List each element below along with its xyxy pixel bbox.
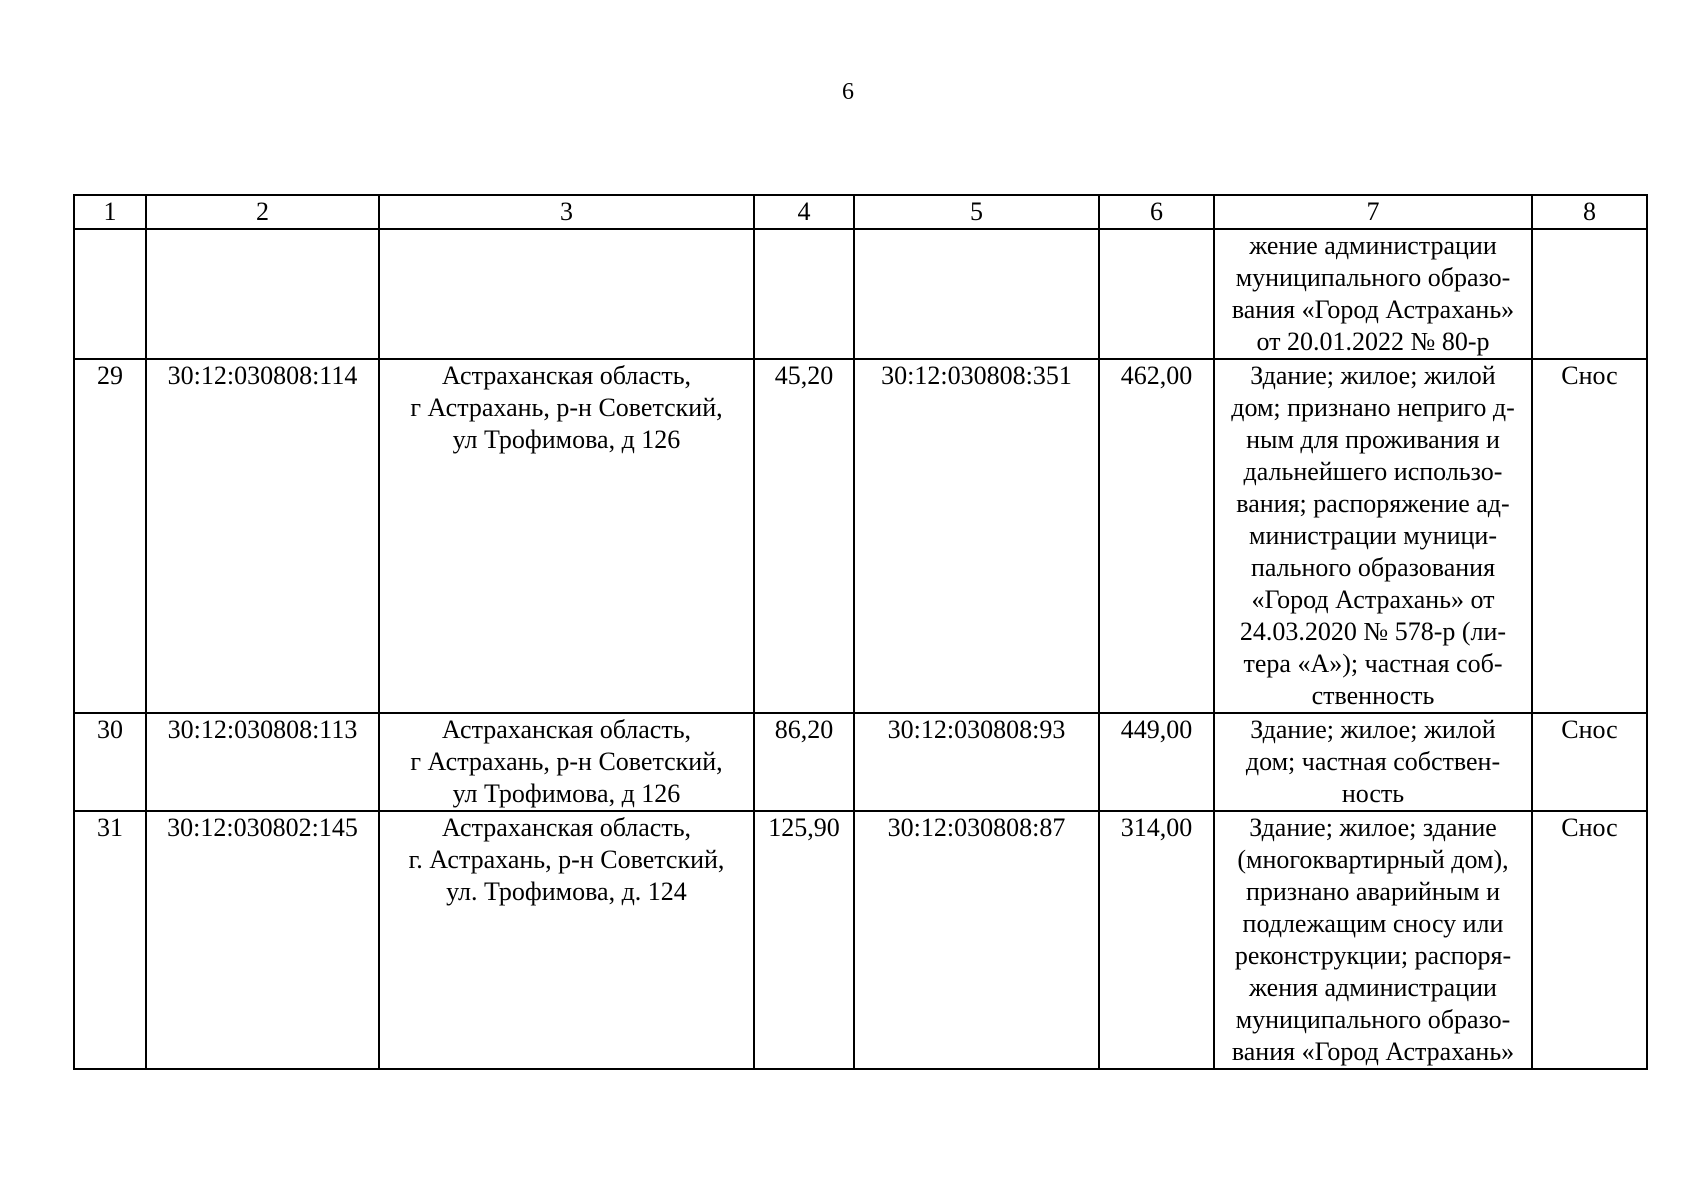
description-line: вания; распоряжение ад- [1236, 489, 1510, 518]
address-line: Астраханская область, [441, 361, 692, 390]
description-line: дальнейшего использо- [1243, 457, 1503, 486]
cell-description [1214, 811, 1532, 1069]
cell-empty [146, 229, 379, 359]
cell-cadastral-land: 30:12:030808:114 [146, 359, 379, 713]
header-col-2: 2 [146, 195, 379, 229]
cell-address [379, 359, 754, 713]
header-col-1: 1 [74, 195, 146, 229]
header-col-8: 8 [1532, 195, 1647, 229]
description-line: ственность [1311, 681, 1435, 710]
cell-area-land: 462,00 [1099, 359, 1214, 713]
header-col-4: 4 [754, 195, 854, 229]
cell-row-number: 31 [74, 811, 146, 1069]
address-line: г Астрахань, р-н Советский, [410, 747, 723, 776]
cell-area-building: 125,90 [754, 811, 854, 1069]
address-line: Астраханская область, [441, 813, 692, 842]
cell-empty [379, 229, 754, 359]
cell-action: Снос [1532, 359, 1647, 713]
description-line: ным для проживания и [1246, 425, 1500, 454]
cell-empty [1099, 229, 1214, 359]
address-line: г. Астрахань, р-н Советский, [408, 845, 725, 874]
description-line: подлежащим сносу или [1242, 909, 1504, 938]
page-number: 6 [842, 79, 854, 105]
description-line: пального образования [1250, 553, 1496, 582]
cell-cadastral-building: 30:12:030808:87 [854, 811, 1099, 1069]
description-line: Здание; жилое; жилой [1250, 361, 1496, 390]
table-row [74, 811, 1647, 1069]
description-line: «Город Астрахань» от [1251, 585, 1495, 614]
description-line: муниципального образо- [1235, 1005, 1511, 1034]
description-line: жение администрации [1249, 231, 1497, 260]
header-col-5: 5 [854, 195, 1099, 229]
description-line: от 20.01.2022 № 80-р [1256, 327, 1490, 356]
header-col-7: 7 [1214, 195, 1532, 229]
description-line: дом; частная собствен- [1245, 747, 1501, 776]
description-line: (многоквартирный дом), [1237, 845, 1509, 874]
description-line: Здание; жилое; жилой [1250, 715, 1496, 744]
description-line: реконструкции; распоря- [1234, 941, 1512, 970]
description-line: 24.03.2020 № 578-р (ли- [1239, 617, 1507, 646]
cell-row-number: 29 [74, 359, 146, 713]
description-line: вания «Город Астрахань» [1231, 1037, 1515, 1066]
cell-cadastral-building: 30:12:030808:93 [854, 713, 1099, 811]
description-line: тера «А»); частная соб- [1243, 649, 1503, 678]
description-line: дом; признано неприго д- [1231, 393, 1515, 422]
address-line: ул. Трофимова, д. 124 [446, 877, 687, 906]
description-line: признано аварийным и [1245, 877, 1501, 906]
cell-description-continuation [1214, 229, 1532, 359]
description-line: министрации муници- [1249, 521, 1497, 550]
cell-cadastral-land: 30:12:030808:113 [146, 713, 379, 811]
table-row-continuation [74, 229, 1647, 359]
cell-empty [854, 229, 1099, 359]
description-line: ность [1341, 779, 1405, 808]
cell-area-land: 314,00 [1099, 811, 1214, 1069]
address-line: ул Трофимова, д 126 [452, 425, 681, 454]
cell-description [1214, 713, 1532, 811]
address-line: ул Трофимова, д 126 [452, 779, 681, 808]
description-line: муниципального образо- [1235, 263, 1511, 292]
cell-address [379, 811, 754, 1069]
cell-area-land: 449,00 [1099, 713, 1214, 811]
description-line: Здание; жилое; здание [1249, 813, 1497, 842]
description-line: вания «Город Астрахань» [1231, 295, 1515, 324]
cell-area-building: 86,20 [754, 713, 854, 811]
cell-empty [74, 229, 146, 359]
cell-empty [1532, 229, 1647, 359]
header-col-3: 3 [379, 195, 754, 229]
header-col-6: 6 [1099, 195, 1214, 229]
cell-area-building: 45,20 [754, 359, 854, 713]
description-line: жения администрации [1249, 973, 1497, 1002]
cell-action: Снос [1532, 811, 1647, 1069]
cell-row-number: 30 [74, 713, 146, 811]
cell-action: Снос [1532, 713, 1647, 811]
cell-empty [754, 229, 854, 359]
cell-cadastral-building: 30:12:030808:351 [854, 359, 1099, 713]
address-line: г Астрахань, р-н Советский, [410, 393, 723, 422]
cell-description [1214, 359, 1532, 713]
cell-cadastral-land: 30:12:030802:145 [146, 811, 379, 1069]
table-row [74, 713, 1647, 811]
header-row [74, 195, 1647, 229]
cell-address [379, 713, 754, 811]
address-line: Астраханская область, [441, 715, 692, 744]
data-table [73, 194, 1648, 1070]
table-row [74, 359, 1647, 713]
